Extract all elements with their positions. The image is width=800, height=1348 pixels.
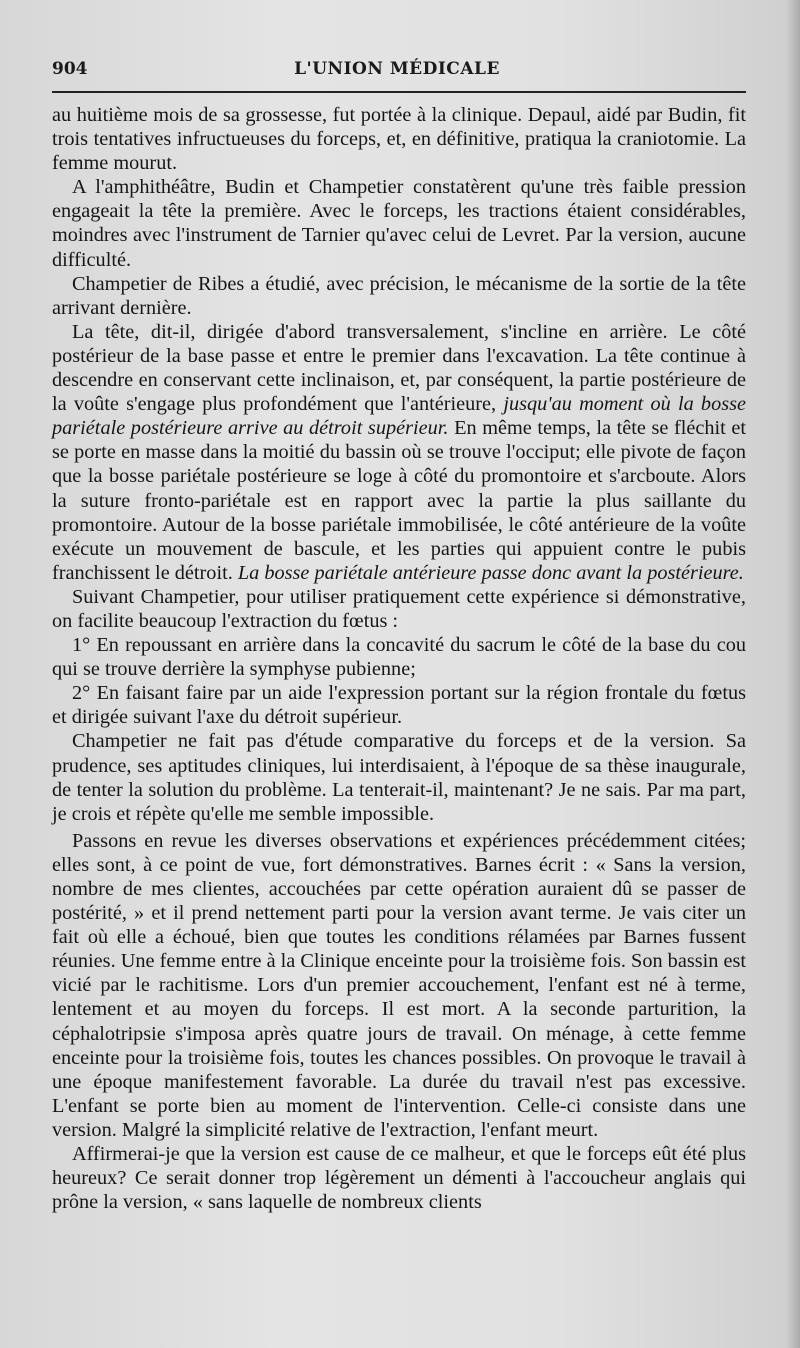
body-text xyxy=(52,103,746,1214)
page-number: 904 xyxy=(52,59,88,79)
paragraph-4-text-a: La tête, dit-il, dirigée d'abord transversalement, s'incline en arrière. Le côté postérieur de la base passe et entre le premier dans l'excavation. La tête continue à descendre en conservant cette inclinaison, et, par conséquent, la partie postérieure de la voûte s'engage plus profondément que l'antérieure, xyxy=(52,320,746,416)
paragraph-5: Suivant Champetier, pour utiliser pratiquement cette expérience si démonstrative, on facilite beaucoup l'extraction du fœtus : xyxy=(52,585,746,632)
page-edge-shadow xyxy=(786,0,800,1348)
paragraph-3: Champetier de Ribes a étudié, avec précision, le mécanisme de la sortie de la tête arrivant dernière. xyxy=(52,272,746,319)
paragraph-10: Affirmerai-je que la version est cause de ce malheur, et que le forceps eût été plus heureux? Ce serait donner trop légèrement un démenti à l'accoucheur anglais qui prône la version, « sans laquelle de nombreux clients xyxy=(52,1143,746,1214)
paragraph-9: Passons en revue les diverses observations et expériences précédemment citées; elles sont, à ce point de vue, fort démonstratives. Barnes écrit : « Sans la version, nombre de mes clientes, accouchées par cette opération auraient dû se passer de postérité, » et il prend nettement parti pour la version avant terme. Je vais citer un fait où elle a échoué, bien que toutes les conditions rélamées par Barnes fussent réunies. Une femme entre à la Clinique enceinte pour la troisième fois. Son bassin est vicié par le rachitisme. Lors d'un premier accouchement, l'enfant est né à terme, lentement et au moyen du forceps. Il est mort. A la seconde parturition, la céphalotripsie s'imposa après quatre jours de travail. On ménage, à cette femme enceinte pour la troisième fois, toutes les chances possibles. On provoque le travail à une époque manifestement favorable. La durée du travail n'est pas excessive. L'enfant se porte bien au moment de l'intervention. Celle-ci consiste dans une version. Malgré la simplicité relative de l'extraction, l'enfant meurt. xyxy=(52,829,746,1141)
page-header xyxy=(52,54,742,84)
paragraph-4 xyxy=(52,320,746,585)
paragraph-6: 1° En repoussant en arrière dans la concavité du sacrum le côté de la base du cou qui se trouve derrière la symphyse pubienne; xyxy=(52,634,746,681)
paragraph-8: Champetier ne fait pas d'étude comparative du forceps et de la version. Sa prudence, ses aptitudes cliniques, lui interdisaient, à l'époque de sa thèse inaugurale, de tenter la solution du problème. La tenterait-il, maintenant? Je ne sais. Par ma part, je crois et répète qu'elle me semble impossible. xyxy=(52,730,746,825)
paragraph-1: au huitième mois de sa grossesse, fut portée à la clinique. Depaul, aidé par Budin, fit trois tentatives infructueuses du forceps, et, en définitive, pratiqua la craniotomie. La femme mourut. xyxy=(52,104,746,175)
paragraph-2: A l'amphithéâtre, Budin et Champetier constatèrent qu'une très faible pression engageait la tête la première. Avec le forceps, les tractions étaient considérables, moindres avec l'instrument de Tarnier qu'avec celui de Levret. Par la version, aucune difficulté. xyxy=(52,176,746,271)
header-rule xyxy=(52,91,746,93)
paragraph-4-italic-a: jusqu'au moment où la bosse pariétale postérieure arrive au détroit supérieur. xyxy=(52,393,746,440)
paragraph-4-text-b: En même temps, la tête se fléchit et se porte en masse dans la moitié du bassin où se trouve l'occiput; elle pivote de façon que la bosse pariétale postérieure se loge à côté du promontoire et s'arcboute. Alors la suture fronto-pariétale est en rapport avec la partie la plus saillante du promontoire. Autour de la bosse pariétale immobilisée, le côté antérieure de la voûte exécute un mouvement de bascule, et les parties qui appuient contre le pubis franchissent le détroit. xyxy=(52,417,747,584)
running-title: L'UNION MÉDICALE xyxy=(294,59,500,79)
paragraph-7: 2° En faisant faire par un aide l'expression portant sur la région frontale du fœtus et dirigée suivant l'axe du détroit supérieur. xyxy=(52,682,746,729)
paragraph-4-italic-b: La bosse pariétale antérieure passe donc avant la postérieure. xyxy=(237,561,744,584)
